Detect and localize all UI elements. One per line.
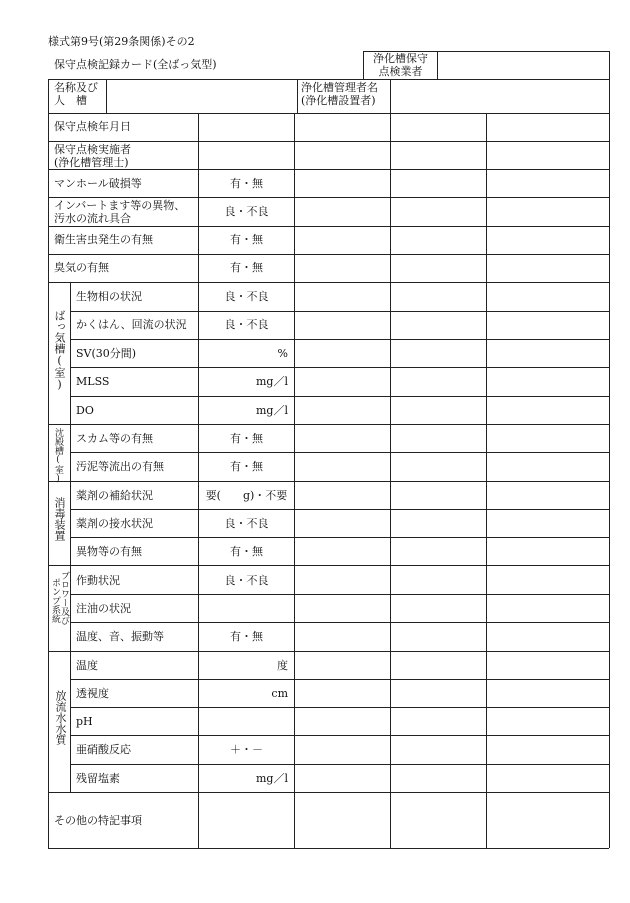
- performer-label: 保守点検実施者 (浄化槽管理士): [54, 143, 131, 169]
- aeration-item-label: DO: [76, 404, 94, 417]
- invert-option[interactable]: 良・不良: [224, 205, 269, 218]
- value-column-divider: [198, 113, 199, 848]
- manager-divider-left: [297, 79, 298, 113]
- grid-line: [48, 481, 609, 482]
- disinfection-item-label: 異物等の有無: [76, 545, 142, 558]
- effluent-item-label: 亜硝酸反応: [76, 743, 131, 756]
- other-remarks-field[interactable]: [199, 793, 608, 847]
- blower-item-label: 注油の状況: [76, 602, 131, 615]
- date-label: 保守点検年月日: [54, 120, 131, 133]
- invert-label: インバートます等の異物、 汚水の流れ具合: [54, 199, 186, 225]
- group-column-divider: [70, 282, 71, 792]
- sedimentation-group-label: 沈殿槽(室): [53, 428, 63, 484]
- aeration-item-unit: mg／l: [256, 375, 288, 388]
- record-column-1: [294, 113, 295, 848]
- sedimentation-item-value[interactable]: 有・無: [230, 432, 263, 445]
- grid-line: [70, 594, 609, 595]
- name-right-border: [609, 79, 610, 113]
- grid-left-border: [48, 113, 49, 848]
- effluent-item-label: 透視度: [76, 687, 109, 700]
- disinfection-item-value[interactable]: 有・無: [230, 545, 263, 558]
- grid-line: [48, 424, 609, 425]
- grid-line: [48, 197, 609, 198]
- manager-value-field[interactable]: [391, 80, 608, 112]
- sedimentation-item-value[interactable]: 有・無: [230, 460, 263, 473]
- grid-line: [48, 113, 609, 114]
- sedimentation-item-label: 汚泥等流出の有無: [76, 460, 164, 473]
- style-number: 様式第9号(第29条関係)その2: [48, 35, 195, 48]
- grid-line: [70, 367, 609, 368]
- pests-option[interactable]: 有・無: [230, 233, 263, 246]
- grid-right-border: [609, 113, 610, 848]
- effluent-item-label: 温度: [76, 659, 98, 672]
- grid-line: [70, 622, 609, 623]
- disinfection-group-label: 消毒装置: [53, 497, 66, 541]
- disinfection-item-value[interactable]: 良・不良: [224, 517, 269, 530]
- grid-line: [70, 452, 609, 453]
- name-value-field[interactable]: [107, 80, 296, 112]
- manhole-option[interactable]: 有・無: [230, 177, 263, 190]
- inspector-label: 浄化槽保守 点検業者: [373, 52, 428, 78]
- grid-line: [70, 311, 609, 312]
- name-left-border: [48, 79, 49, 113]
- grid-line: [48, 651, 609, 652]
- effluent-item-unit: 度: [277, 659, 288, 672]
- disinfection-item-label: 薬剤の補給状況: [76, 489, 153, 502]
- manager-label: 浄化槽管理者名 (浄化槽設置者): [301, 81, 378, 107]
- blower-item-value[interactable]: 有・無: [230, 630, 263, 643]
- grid-line: [70, 339, 609, 340]
- disinfection-item-value[interactable]: 要( g)・不要: [205, 489, 288, 502]
- grid-line: [70, 707, 609, 708]
- grid-line: [70, 679, 609, 680]
- grid-line: [48, 169, 609, 170]
- manhole-label: マンホール破損等: [54, 177, 142, 190]
- aeration-item-label: SV(30分間): [76, 347, 137, 360]
- aeration-item-value[interactable]: 良・不良: [224, 290, 269, 303]
- grid-line: [70, 735, 609, 736]
- effluent-item-label: 残留塩素: [76, 772, 120, 785]
- pump-group-label: ポンプ系統: [50, 578, 60, 623]
- aeration-item-label: MLSS: [76, 375, 110, 388]
- grid-line: [48, 282, 609, 283]
- grid-line: [70, 396, 609, 397]
- name-label: 名称及び 人 槽: [54, 81, 98, 107]
- sedimentation-item-label: スカム等の有無: [76, 432, 153, 445]
- pests-label: 衛生害虫発生の有無: [54, 233, 153, 246]
- grid-line: [48, 254, 609, 255]
- record-column-3: [486, 113, 487, 848]
- odor-label: 臭気の有無: [54, 261, 109, 274]
- grid-line: [48, 565, 609, 566]
- effluent-item-unit: mg／l: [256, 772, 288, 785]
- aeration-item-label: かくはん、回流の状況: [76, 318, 187, 331]
- aeration-item-unit: %: [277, 347, 288, 360]
- inspector-box-right: [609, 51, 610, 79]
- aeration-group-label: ばっ気槽(室): [53, 310, 66, 391]
- grid-line: [48, 226, 609, 227]
- effluent-group-label: 放流水水質: [54, 690, 67, 745]
- effluent-item-label: pH: [76, 715, 93, 728]
- other-remarks-label: その他の特記事項: [54, 814, 142, 827]
- grid-line: [70, 764, 609, 765]
- blower-item-label: 温度、音、振動等: [76, 630, 164, 643]
- disinfection-item-label: 薬剤の接水状況: [76, 517, 153, 530]
- aeration-item-label: 生物相の状況: [76, 290, 142, 303]
- table-bottom-border: [48, 848, 609, 849]
- aeration-item-value[interactable]: 良・不良: [224, 318, 269, 331]
- aeration-item-unit: mg／l: [256, 404, 288, 417]
- grid-line: [48, 141, 609, 142]
- grid-line: [70, 509, 609, 510]
- blower-item-label: 作動状況: [76, 574, 120, 587]
- blower-group-label: ブロワー及び: [59, 571, 69, 625]
- effluent-item-unit: cm: [271, 687, 288, 700]
- grid-line: [70, 537, 609, 538]
- form-title: 保守点検記録カード(全ばっ気型): [54, 58, 217, 71]
- inspector-value-field[interactable]: [438, 52, 608, 78]
- blower-item-value[interactable]: 良・不良: [224, 574, 269, 587]
- record-column-2: [390, 113, 391, 848]
- odor-option[interactable]: 有・無: [230, 261, 263, 274]
- effluent-item-value[interactable]: ＋・－: [230, 743, 263, 756]
